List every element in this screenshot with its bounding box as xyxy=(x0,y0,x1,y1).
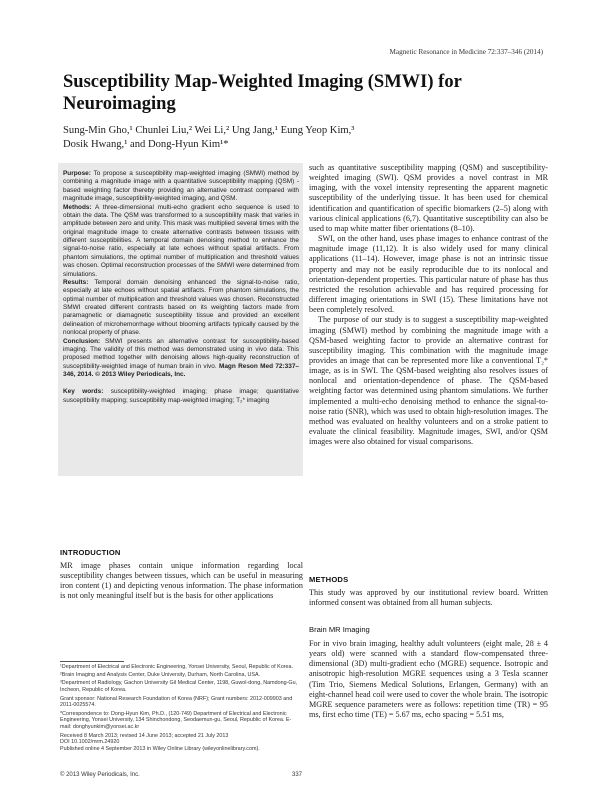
brain-mr-imaging-heading: Brain MR Imaging xyxy=(309,625,370,634)
footnotes xyxy=(60,664,300,754)
methods-heading: METHODS xyxy=(309,575,349,584)
footnote-doi: DOI 10.1002/mrm.24920 xyxy=(60,739,120,746)
methods-text: A three-dimensional multi-echo gradient echo sequence is used to obtain the data. The QSM was transformed to a susceptibility mask that varies in amplitude between zero and unity. This mask was multiplied several times with the original magnitude image to create alternative contrasts between tissues with different susceptibilities. A temporal domain denoising method to enhance the signal-to-noise ratio, especially at late echoes without spatial artifacts. From phantom simulations, the optimal number of multiplication and threshold values was chosen. Optimal reconstruction processes of the SMWI were determined from simulations. xyxy=(63,203,299,278)
results-text: Temporal domain denoising enhanced the signal-to-noise ratio, especially at late echoes without spatial artifacts. From phantom simulations, the optimal number of multiplication and threshold values was chosen. Reconstructed SMWI created different contrasts based on its weighting factors made from paramagnetic or diamagnetic susceptibility tissue and provided an excellent delineation of microhemorrhage without blooming artifacts typically caused by the nonlocal property of phase. xyxy=(63,278,299,337)
footnote-affiliation-1: ¹Department of Electrical and Electronic Engineering, Yonsei University, Seoul, Republic of Korea. xyxy=(60,664,294,670)
footnote-affiliation-2: ²Brain Imaging and Analysis Center, Duke University, Durham, North Carolina, USA. xyxy=(60,672,261,679)
author-line-1: Sung-Min Gho,¹ Chunlei Liu,² Wei Li,² Ung Jang,¹ Eung Yeop Kim,³ xyxy=(63,125,355,136)
author-list xyxy=(63,124,533,152)
keywords-label: Key words: xyxy=(63,388,104,396)
citation: Magn Reson Med 72:337–346, 2014. © 2013 Wiley Periodicals, Inc. xyxy=(63,362,299,378)
introduction-heading: INTRODUCTION xyxy=(60,548,121,557)
purpose-label: Purpose: xyxy=(63,170,91,177)
methods-paragraph-2: For in vivo brain imaging, healthy adult volunteers (eight male, 28 ± 4 years old) were scanned with a standard flow-compensated three-dimensional (3D) multi-gradient echo (MGRE) sequence. Isotropic and anisotropic high-resolution MGRE sequences using a 3 Tesla scanner (Tim Trio, Siemens Medical Solutions, Erlangen, Germany) with an eight-channel head coil were used to cover the whole brain. The isotropic MGRE sequence parameters were as follows: repetition time (TR) = 95 ms, first echo time (TE) = 5.67 ms, echo spacing = 5.51 ms, xyxy=(309,639,548,720)
keywords-text: susceptibility-weighted imaging; phase image; quantitative susceptibility mapping; susceptibility map-weighted imaging; T₂* imaging xyxy=(63,388,300,404)
footnote-rule xyxy=(60,661,124,662)
footnote-received: Received 8 March 2013; revised 14 June 2013; accepted 21 July 2013 xyxy=(60,732,229,739)
abstract-results xyxy=(63,279,299,338)
author-line-2: Dosik Hwang,¹ and Dong-Hyun Kim¹* xyxy=(63,139,229,150)
abstract-conclusion xyxy=(63,338,299,380)
journal-reference: Magnetic Resonance in Medicine 72:337–346 (2014) xyxy=(389,48,543,56)
purpose-text: To propose a susceptibility map-weighted imaging (SMWI) method by combining a magnitude image with a quantitative susceptibility mapping (QSM) -based weighting factor thereby providing an alternative contrast compared with magnitude image, susceptibility-weighted imaging, and QSM. xyxy=(63,170,299,203)
methods-body xyxy=(309,639,548,720)
right-paragraph-3: The purpose of our study is to suggest a susceptibility map-weighted imaging (SMWI) method by combining the magnitude image with a QSM-based weighting factor to provide an alternative contrast for susceptibility imaging. This combination with the magnitude image provides an image that can be represented more like a conventional T₂* image, as is in SWI. The QSM-based weighting also resolves issues of nonlocal and orientation-dependence of phase. The QSM-based weighting factor was determined using phantom simulations. We further implemented a multi-echo denoising method to enhance the signal-to-noise ratio (SNR), which was used to obtain high-resolution images. The method was evaluated on healthy volunteers and on a stroke patient to evaluate the clinical feasibility. Magnitude images, SWI, and/or QSM images were also obtained for visual comparisons. xyxy=(309,315,548,447)
conclusion-text: SMWI presents an alternative contrast for susceptibility-based imaging. The validity of this method was demonstrated using in vivo data. This proposed method together with denoising allows high-quality reconstruction of susceptibility-weighted image of human brain in vivo. xyxy=(63,337,299,370)
right-paragraph-1: such as quantitative susceptibility mapping (QSM) and susceptibility-weighted imaging (SWI). QSM provides a novel contrast in MR imaging, with the voxel intensity representing the apparent magnetic susceptibility of the underlying tissue. It has been used for chemical identification and quantification of specific biomarkers (2–5) along with various clinical applications (6,7). Quantitative susceptibility can also be used to map white matter fiber orientations (8–10). xyxy=(309,163,548,233)
methods-paragraph-1: This study was approved by our institutional review board. Written informed consent was obtained from all human subjects. xyxy=(309,588,548,608)
paper-title: Susceptibility Map-Weighted Imaging (SMWI) for Neuroimaging xyxy=(63,72,462,114)
conclusion-label: Conclusion: xyxy=(63,337,101,345)
footnote-grant: Grant sponsor: National Research Foundation of Korea (NRF); Grant numbers: 2012-009903 and 2011-0025574. xyxy=(60,695,293,709)
abstract-methods xyxy=(63,204,299,279)
right-paragraph-2: SWI, on the other hand, uses phase images to enhance contrast of the magnitude image (11,12). It is also widely used for many clinical applications (11–14). However, image phase is not an intrinsic tissue property and may not be easily reproducible due to its nonlocal and orientation-dependent properties. This particular nature of phase has thus restricted the resolution achievable and has required processing for different imaging orientations in SWI (15). These limitations have not been completely resolved. xyxy=(309,234,548,315)
right-column-body xyxy=(309,163,548,447)
copyright: © 2013 Wiley Periodicals, Inc. xyxy=(60,772,140,778)
abstract-keywords xyxy=(63,388,299,405)
intro-paragraph: MR image phases contain unique information regarding local susceptibility changes between tissues, which can be useful in measuring iron content (1) and depicting venous information. The phase information is not only meaningful itself but is the basis for other applications xyxy=(60,561,303,601)
methods-label: Methods: xyxy=(63,203,92,211)
abstract-purpose xyxy=(63,170,299,204)
methods-intro xyxy=(309,588,548,608)
footnote-published: Published online 4 September 2013 in Wiley Online Library (wileyonlinelibrary.com). xyxy=(60,746,260,753)
page-number: 337 xyxy=(292,772,303,778)
results-label: Results: xyxy=(63,278,89,286)
introduction-body xyxy=(60,561,303,602)
abstract xyxy=(63,170,299,405)
footnote-correspondence: *Correspondence to: Dong-Hyun Kim, Ph.D., (120-749) Department of Electrical and Electronic Engineering, Yonsei University, 134 Shinchondong, Seodaemun-gu, Seoul, Republic of Korea. E-mail: donghyunkim@yonsei.ac.kr xyxy=(60,710,292,731)
footnote-affiliation-3: ³Department of Radiology, Gachon University Gil Medical Center, 1198, Guwol-dong, Namdong-Gu, Incheon, Republic of Korea. xyxy=(60,680,298,694)
